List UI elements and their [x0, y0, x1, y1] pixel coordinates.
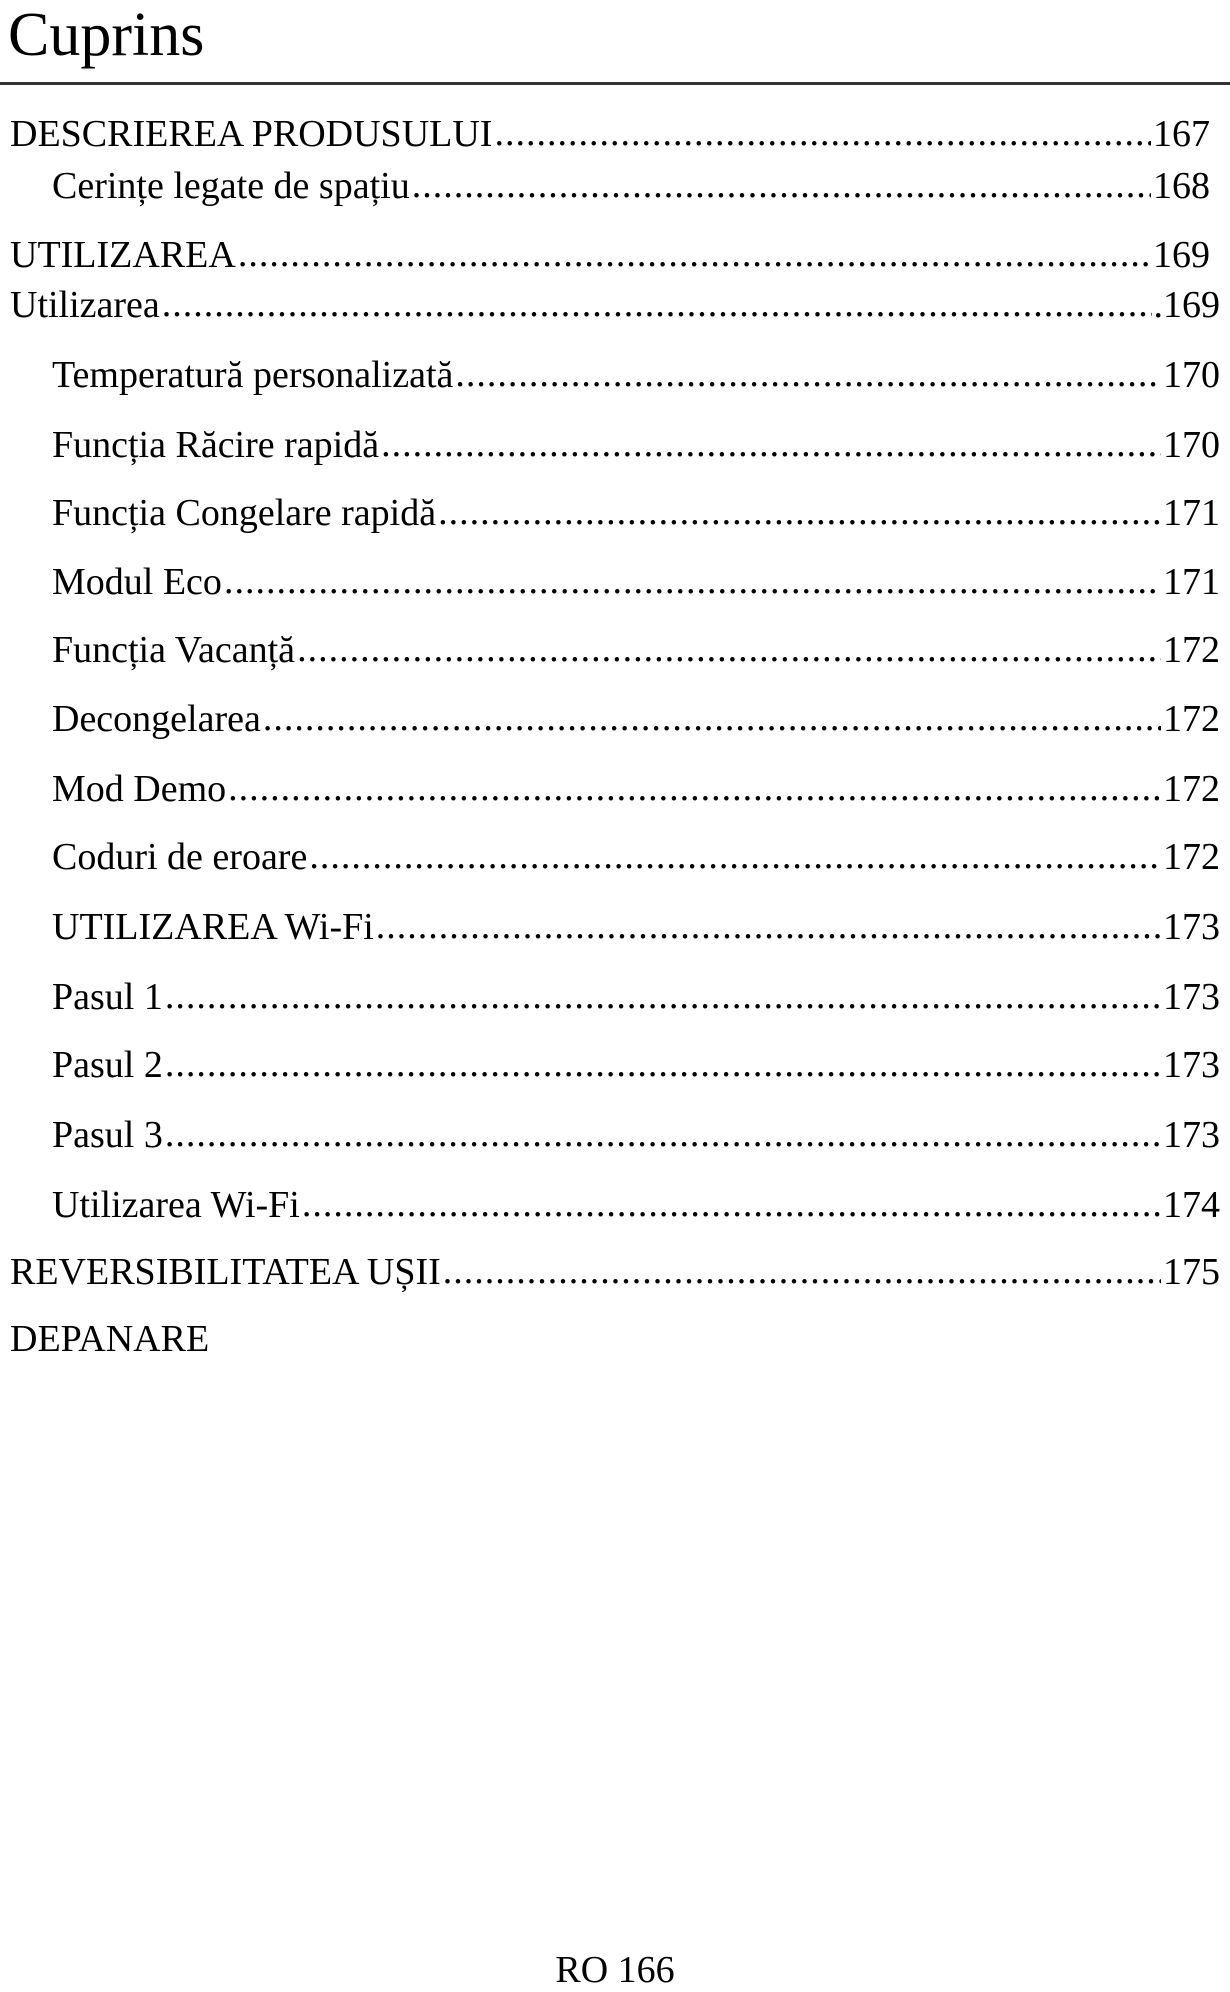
toc-entry-page-number: 173	[1163, 1114, 1220, 1156]
toc-dot-leader	[494, 111, 1151, 155]
toc-entry-decongelarea[interactable]	[52, 697, 1220, 741]
toc-entry-label: Funcția Congelare rapidă	[52, 492, 437, 534]
toc-entry-modul-eco[interactable]	[52, 560, 1220, 604]
toc-dot-leader	[162, 282, 1152, 326]
toc-entry-cerinte-spatiu[interactable]	[52, 164, 1210, 208]
toc-dot-leader	[228, 766, 1161, 810]
toc-entry-label: Cerințe legate de spațiu	[52, 165, 410, 207]
toc-entry-coduri-eroare[interactable]	[52, 835, 1220, 879]
toc-entry-utilizarea[interactable]	[10, 283, 1220, 327]
page-title: Cuprins	[8, 1, 205, 69]
toc-entry-pasul-1[interactable]	[52, 975, 1220, 1019]
toc-entry-racire-rapida[interactable]	[52, 423, 1220, 467]
toc-dot-leader	[238, 232, 1151, 276]
toc-dot-leader	[455, 352, 1161, 396]
toc-entry-page-number: 171	[1163, 561, 1220, 603]
toc-entry-page-number: 172	[1163, 836, 1220, 878]
toc-entry-page-number: 173	[1163, 906, 1220, 948]
toc-entry-label: Temperatură personalizată	[52, 354, 454, 396]
toc-entry-reversibilitatea-usii[interactable]	[10, 1250, 1220, 1294]
toc-entry-pasul-3[interactable]	[52, 1113, 1220, 1157]
toc-entry-label: Decongelarea	[52, 698, 261, 740]
toc-dot-leader	[443, 1249, 1161, 1293]
toc-dot-leader	[412, 163, 1151, 207]
toc-entry-temperatura-personalizata[interactable]	[52, 353, 1220, 397]
toc-entry-page-number: 167	[1153, 113, 1210, 155]
toc-entry-label: UTILIZAREA	[10, 234, 236, 276]
toc-dot-leader	[309, 834, 1161, 878]
toc-dot-leader	[381, 422, 1161, 466]
toc-dot-leader	[297, 627, 1161, 671]
toc-entry-label: Funcția Vacanță	[52, 629, 296, 671]
toc-entry-page-number: 172	[1163, 629, 1220, 671]
toc-entry-page-number: 169	[1153, 234, 1210, 276]
toc-dot-leader	[438, 490, 1161, 534]
toc-entry-page-number: 175	[1163, 1251, 1220, 1293]
toc-entry-label: Utilizarea	[10, 284, 160, 326]
toc-entry-label: Pasul 1	[52, 976, 163, 1018]
toc-entry-page-number: .169	[1153, 284, 1220, 326]
page-number-footer: RO 166	[555, 1949, 675, 1991]
toc-dot-leader	[302, 1182, 1161, 1226]
toc-entry-page-number: 174	[1163, 1184, 1220, 1226]
toc-entry-label: REVERSIBILITATEA UȘII	[10, 1251, 441, 1293]
toc-entry-mod-demo[interactable]	[52, 767, 1220, 811]
toc-entry-label: DESCRIEREA PRODUSULUI	[10, 113, 493, 155]
toc-entry-page-number: 168	[1153, 165, 1210, 207]
toc-entry-page-number: 171	[1163, 492, 1220, 534]
toc-dot-leader	[165, 974, 1161, 1018]
toc-entry-page-number: 170	[1163, 354, 1220, 396]
toc-dot-leader	[224, 559, 1161, 603]
toc-entry-label: Coduri de eroare	[52, 836, 308, 878]
toc-entry-functia-vacanta[interactable]	[52, 628, 1220, 672]
toc-entry-label: Modul Eco	[52, 561, 222, 603]
toc-dot-leader	[165, 1042, 1161, 1086]
toc-entry-label: Utilizarea Wi-Fi	[52, 1184, 300, 1226]
toc-entry-label: UTILIZAREA Wi-Fi	[52, 906, 374, 948]
toc-entry-page-number: 173	[1163, 976, 1220, 1018]
toc-dot-leader	[165, 1112, 1161, 1156]
toc-entry-label: Pasul 2	[52, 1044, 163, 1086]
toc-entry-descrierea-produsului[interactable]	[10, 112, 1210, 156]
toc-entry-label: Pasul 3	[52, 1114, 163, 1156]
toc-entry-utilizarea-section[interactable]	[10, 233, 1210, 277]
toc-entry-page-number: 173	[1163, 1044, 1220, 1086]
toc-dot-leader	[376, 904, 1161, 948]
toc-entry-label: Mod Demo	[52, 768, 227, 810]
toc-entry-utilizarea-wifi-section[interactable]	[52, 905, 1220, 949]
toc-entry-congelare-rapida[interactable]	[52, 491, 1220, 535]
toc-entry-page-number: 170	[1163, 424, 1220, 466]
toc-entry-page-number: 172	[1163, 698, 1220, 740]
toc-entry-page-number: 172	[1163, 768, 1220, 810]
toc-entry-depanare[interactable]	[10, 1317, 209, 1361]
toc-entry-label: DEPANARE	[10, 1318, 210, 1360]
toc-dot-leader	[263, 696, 1161, 740]
toc-entry-label: Funcția Răcire rapidă	[52, 424, 380, 466]
toc-entry-utilizarea-wifi[interactable]	[52, 1183, 1220, 1227]
toc-entry-pasul-2[interactable]	[52, 1043, 1220, 1087]
